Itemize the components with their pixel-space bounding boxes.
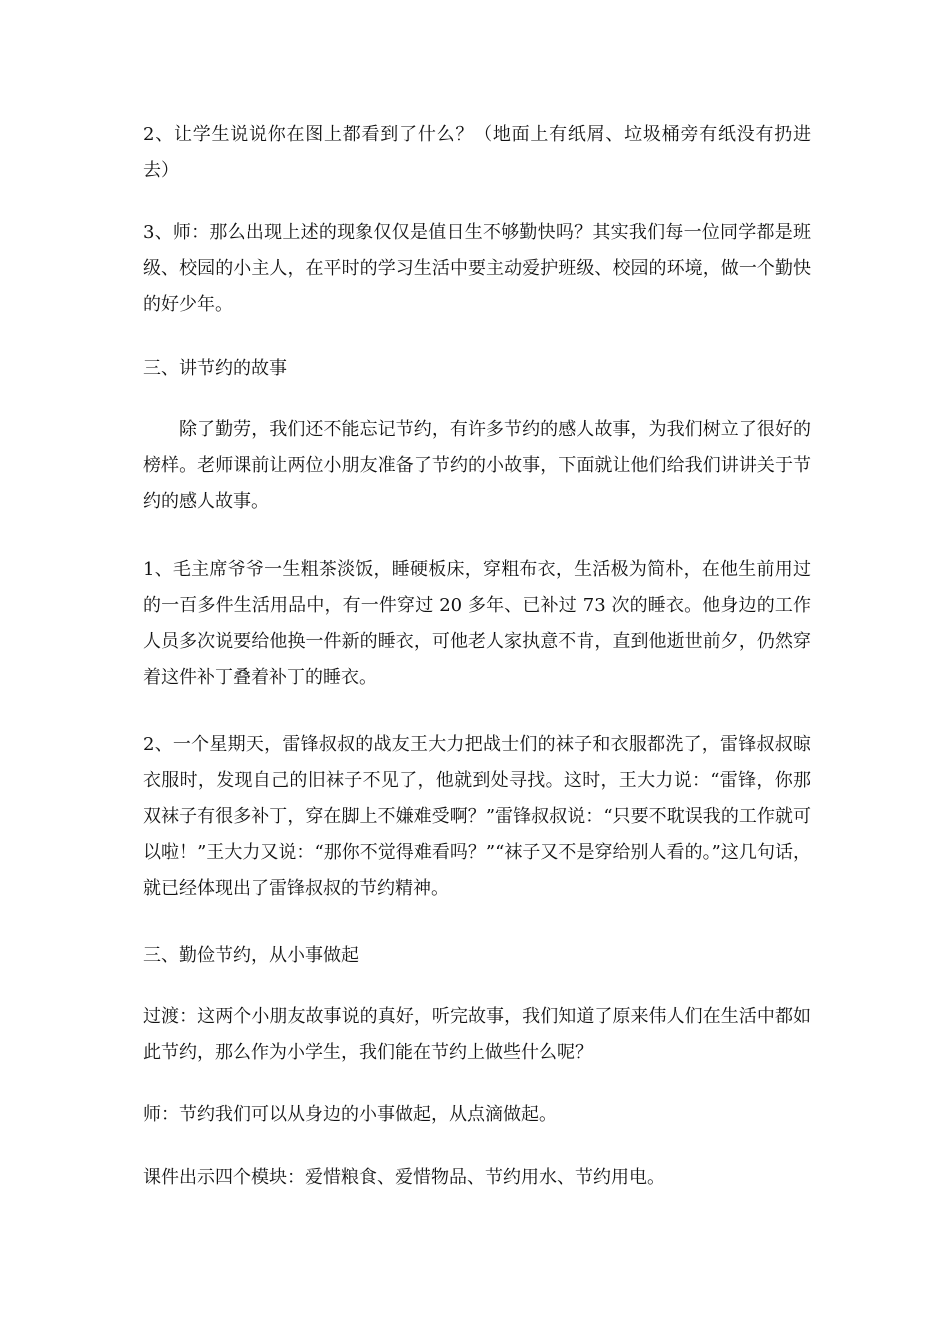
paragraph-transition: 过渡：这两个小朋友故事说的真好，听完故事，我们知道了原来伟人们在生活中都如此节约，那么作为小学生，我们能在节约上做些什么呢？ xyxy=(143,1006,811,1063)
paragraph-modules: 课件出示四个模块：爱惜粮食、爱惜物品、节约用水、节约用电。 xyxy=(143,1167,665,1188)
paragraph-teacher-note: 师：节约我们可以从身边的小事做起，从点滴做起。 xyxy=(143,1104,557,1125)
paragraph-story-2: 2、一个星期天，雷锋叔叔的战友王大力把战士们的袜子和衣服都洗了，雷锋叔叔晾衣服时，发现自己的旧袜子不见了，他就到处寻找。这时，王大力说：“雷锋，你那双袜子有很多补丁，穿在脚上不嫌难受啊？”雷锋叔叔说：“只要不耽误我的工作就可以啦！”王大力又说：“那你不觉得难看吗？”“袜子又不是穿给别人看的。”这几句话，就已经体现出了雷锋叔叔的节约精神。 xyxy=(143,734,811,899)
section-heading-frugal: 三、勤俭节约，从小事做起 xyxy=(143,945,359,966)
paragraph-story-1: 1、毛主席爷爷一生粗茶淡饭，睡硬板床，穿粗布衣，生活极为简朴，在他生前用过的一百多件生活用品中，有一件穿过 20 多年、已补过 73 次的睡衣。他身边的工作人员多次说要给他换一件新的睡衣，可他老人家执意不肯，直到他逝世前夕，仍然穿着这件补丁叠着补丁的睡衣。 xyxy=(143,559,811,688)
section-heading-stories: 三、讲节约的故事 xyxy=(143,358,287,379)
paragraph-2-observation: 2、让学生说说你在图上都看到了什么？（地面上有纸屑、垃圾桶旁有纸没有扔进去） xyxy=(143,124,811,181)
paragraph-intro-stories: 除了勤劳，我们还不能忘记节约，有许多节约的感人故事，为我们树立了很好的榜样。老师课前让两位小朋友准备了节约的小故事，下面就让他们给我们讲讲关于节约的感人故事。 xyxy=(143,419,811,512)
paragraph-3-teacher: 3、师：那么出现上述的现象仅仅是值日生不够勤快吗？其实我们每一位同学都是班级、校园的小主人，在平时的学习生活中要主动爱护班级、校园的环境，做一个勤快的好少年。 xyxy=(143,222,811,315)
